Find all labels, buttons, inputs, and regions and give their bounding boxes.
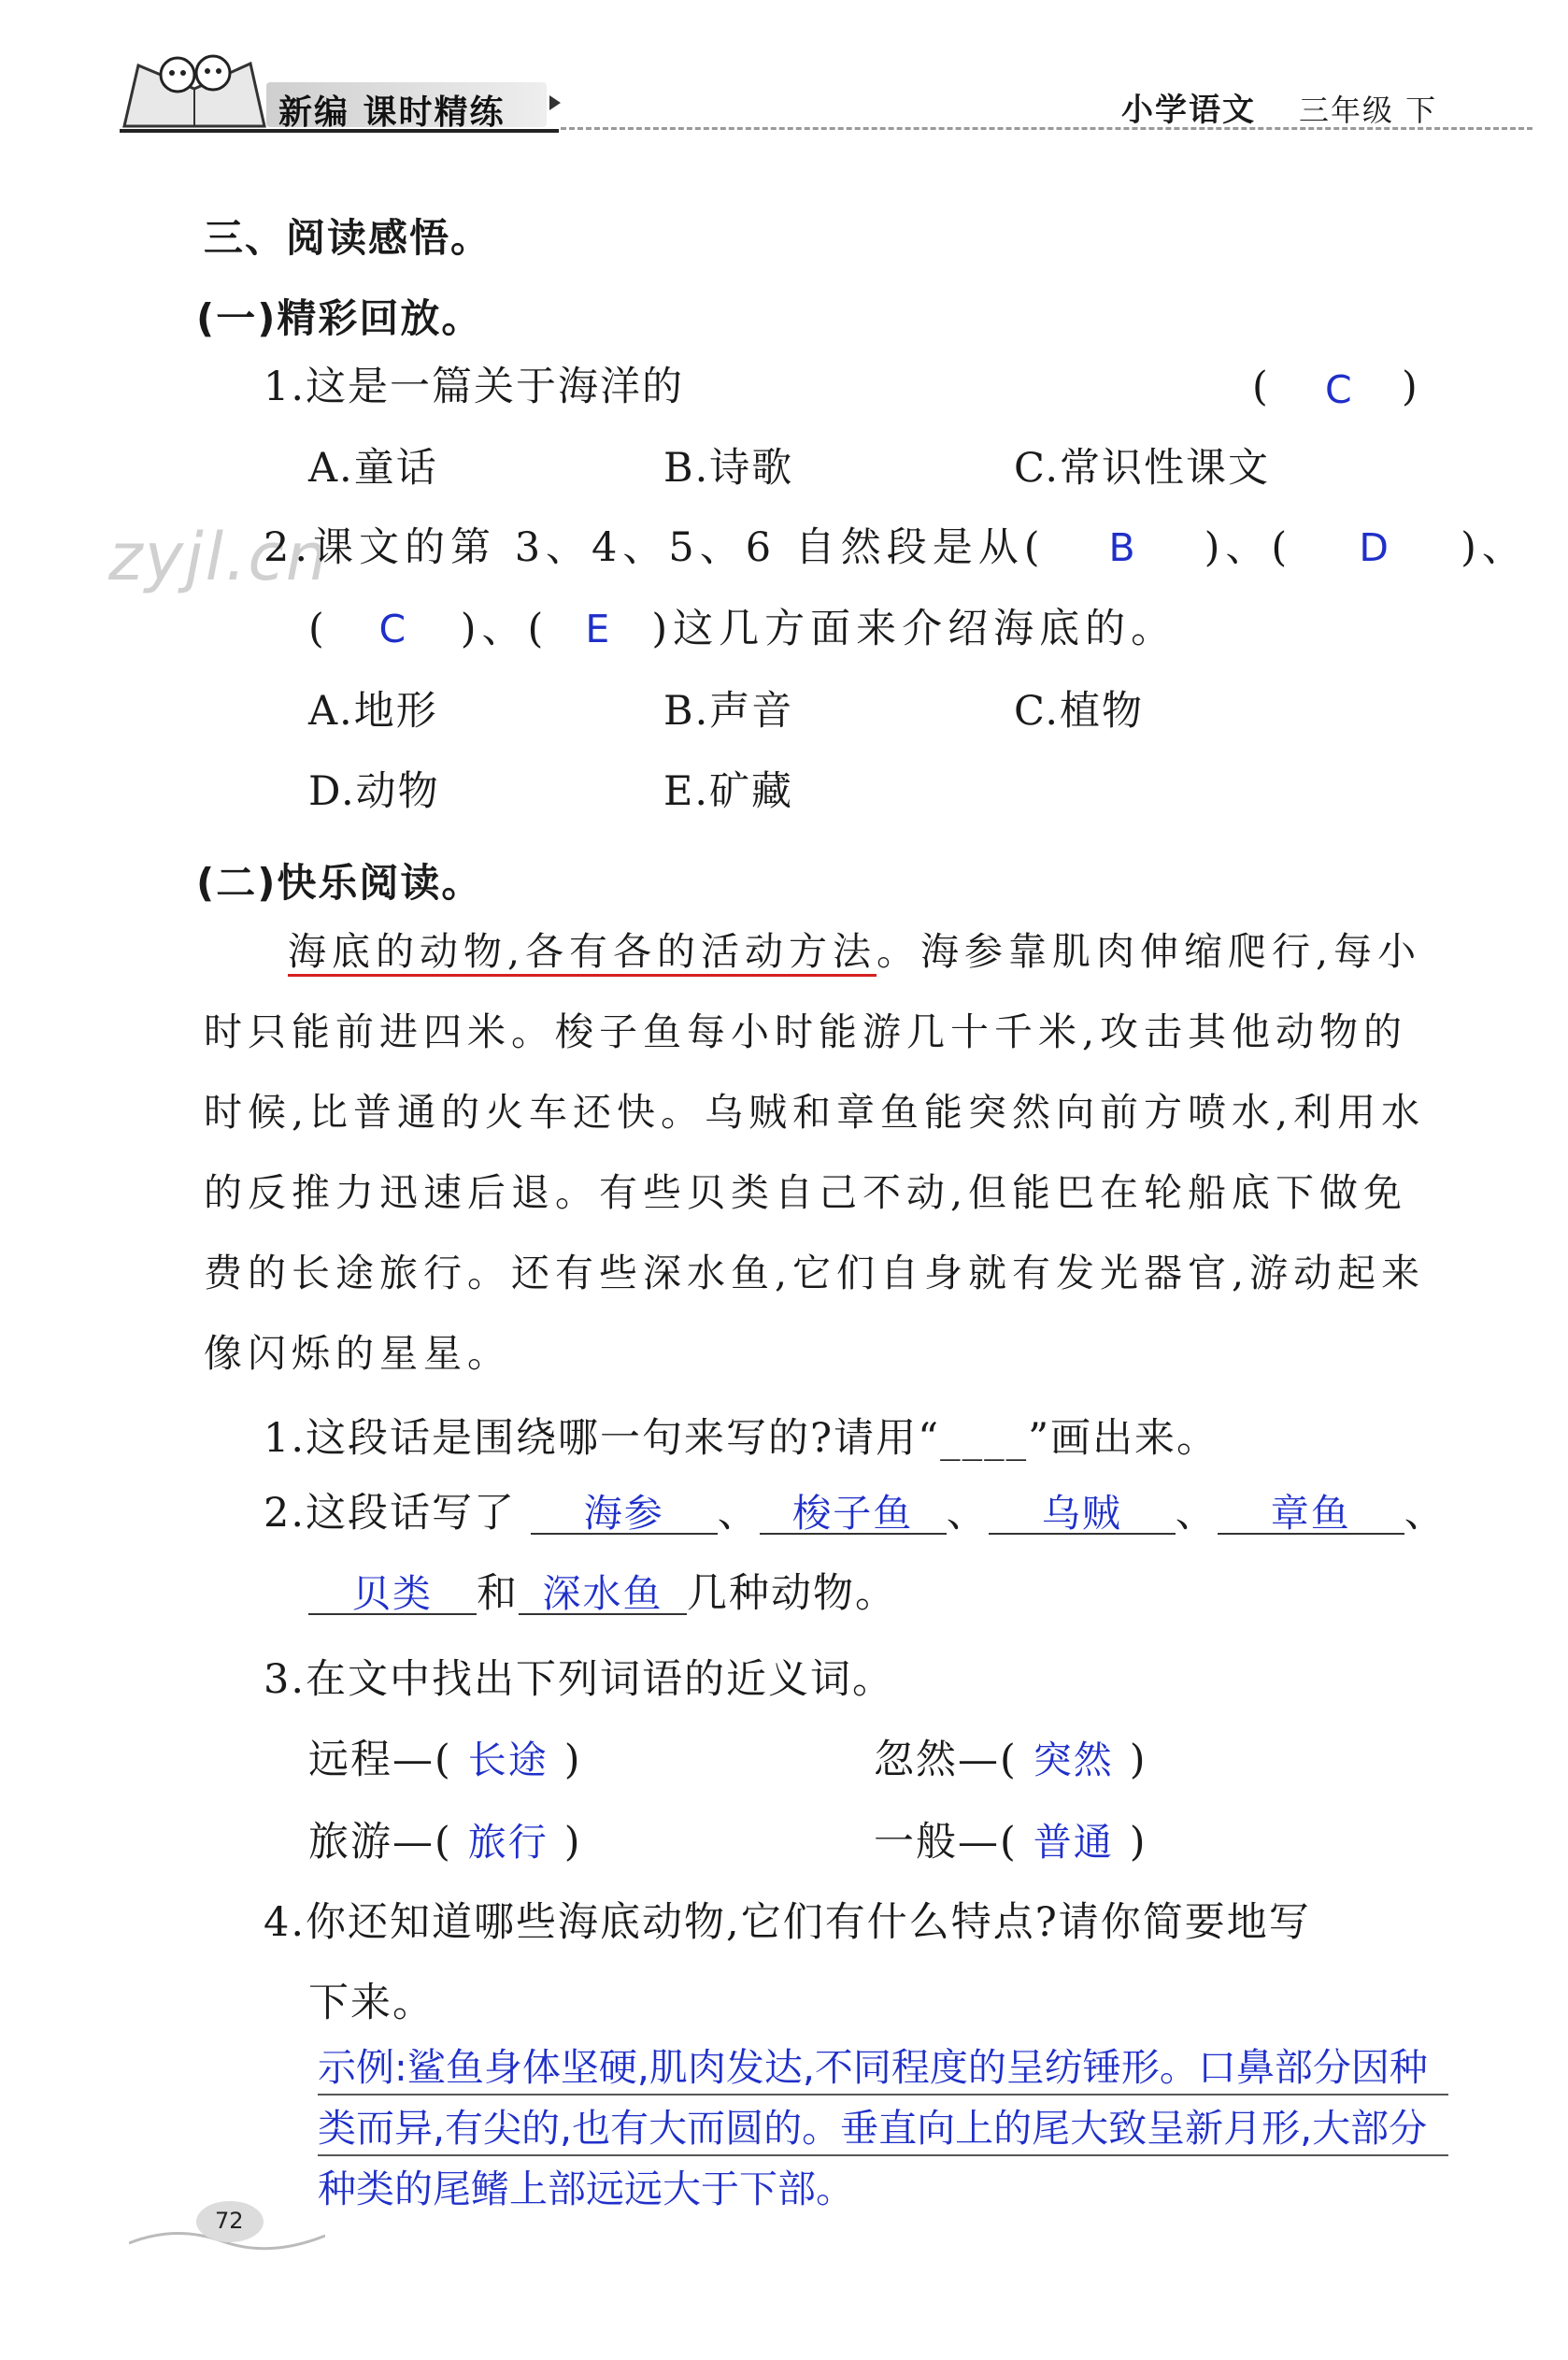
q2-answer-3: C [378,607,412,651]
p2-q1: 1.这段话是围绕哪一句来写的?请用“____”画出来。 [264,1415,1219,1462]
q2-option-b: B.声音 [663,688,794,735]
q2-answer-4: E [585,607,616,651]
header-subject: 小学语文 [1121,92,1256,129]
page-number: 72 [215,2208,244,2234]
p2-q4-line1: 4.你还知道哪些海底动物,它们有什么特点?请你简要地写 [264,1899,1311,1946]
p2-q2-suffix: 几种动物。 [687,1570,897,1617]
q2-answer-2: D [1359,525,1394,570]
p2-q2-prefix: 2.这段话写了 [264,1490,517,1537]
p2-q3-answer-3: 旅行 [467,1820,549,1865]
p2-q3-close-3: ) [563,1819,582,1866]
answer-rule-2 [318,2154,1448,2156]
part1-title: (一)精彩回放。 [196,295,483,341]
q2-option-d: D.动物 [308,768,440,815]
p2-q3-answer-2: 突然 [1033,1738,1114,1782]
p2-q3-close-4: ) [1129,1819,1147,1866]
q2-sep-2: )、( [460,606,549,652]
p2-q3-word-1: 远程—( [308,1737,452,1783]
p2-q3-pair-2 [874,1737,1147,1783]
p2-q2-line2 [308,1570,897,1617]
passage-key-sentence: 海底的动物,各有各的活动方法 [288,929,877,977]
q2-option-e: E.矿藏 [663,768,794,815]
book-bears-icon [120,37,269,131]
header-book-title: 新编 课时精练 [278,93,506,132]
q1-option-a: A.童话 [308,445,438,492]
q2-option-c: C.植物 [1014,688,1145,735]
q1-open-paren: ( [1252,364,1270,410]
p2-q3-close-1: ) [563,1737,582,1783]
q2-tail-1: )、 [1461,524,1528,571]
q2-answer-1: B [1108,525,1141,570]
q1-option-c: C.常识性课文 [1014,445,1271,492]
p2-q2-blank-4: 章鱼 [1218,1495,1404,1535]
p2-q2-sep-4: 、 [1404,1490,1447,1537]
p2-q2-sep-3: 、 [1175,1490,1218,1537]
q2-line1 [264,524,1528,571]
p2-q2-blank-5: 贝类 [308,1575,477,1615]
p2-q2-sep-1: 、 [717,1490,760,1537]
header-logo [120,37,269,131]
part2-title: (二)快乐阅读。 [196,860,483,906]
p2-q3-answer-4: 普通 [1033,1820,1114,1865]
p2-q2-blank-1: 海参 [531,1495,718,1535]
q1-close-paren: ) [1402,364,1419,410]
p2-q2-line1 [264,1490,1447,1537]
q2-sep-1: )、( [1204,524,1293,571]
p2-q2-and: 和 [477,1570,519,1617]
header-grade: 三年级 下 [1299,93,1438,128]
p2-q3-pair-4 [874,1819,1147,1866]
p2-q2-blank-6: 深水鱼 [519,1575,687,1615]
header-left-rule [120,129,559,133]
p2-q3-close-2: ) [1129,1737,1147,1783]
p2-q2-blank-3: 乌贼 [989,1495,1176,1535]
answer-rule-1 [318,2094,1448,2095]
p2-q3-pair-1 [308,1737,582,1783]
p2-q4-answer: 示例:鲨鱼身体坚硬,肌肉发达,不同程度的呈纺锤形。口鼻部分因种类而异,有尖的,也有大而圆的。垂直向上的尾大致呈新月形,大部分种类的尾鳍上部远远大于下部。 [318,2045,1428,2211]
q1-answer: C [1325,367,1352,412]
reading-passage [204,911,1428,1394]
q2-line2 [308,606,1177,652]
q2-text-a: 2.课文的第 3、4、5、6 自然段是从( [264,524,1046,571]
p2-q3-word-2: 忽然—( [874,1737,1018,1783]
p2-q2-sep-2: 、 [946,1490,989,1537]
p2-q4-line2: 下来。 [308,1980,435,2026]
section-title: 三、阅读感悟。 [204,215,492,261]
p2-q3-word-3: 旅游—( [308,1819,452,1866]
p2-q2-blank-2: 梭子鱼 [760,1495,947,1535]
p2-q3-answer-1: 长途 [467,1738,549,1782]
passage-rest: 。海参靠肌肉伸缩爬行,每小时只能前进四米。梭子鱼每小时能游几十千米,攻击其他动物的时候,比普通的火车还快。乌贼和章鱼能突然向前方喷水,利用水的反推力迅速后退。有些贝类自己不动,但能巴在轮船底下做免费的长途旅行。还有些深水鱼,它们自身就有发光器官,游动起来像闪烁的星星。 [204,929,1426,1376]
watermark: zyjl.cn [108,519,330,595]
p2-q3-pair-3 [308,1819,582,1866]
q1-text: 1.这是一篇关于海洋的 [264,364,685,410]
q2-option-a: A.地形 [308,688,438,735]
p2-q3-word-4: 一般—( [874,1819,1018,1866]
q1-option-b: B.诗歌 [663,445,794,492]
q2-open: ( [308,606,330,652]
header-arrow-icon [549,95,561,110]
q2-tail-2: )这几方面来介绍海底的。 [651,606,1177,652]
p2-q3-title: 3.在文中找出下列词语的近义词。 [264,1656,895,1703]
